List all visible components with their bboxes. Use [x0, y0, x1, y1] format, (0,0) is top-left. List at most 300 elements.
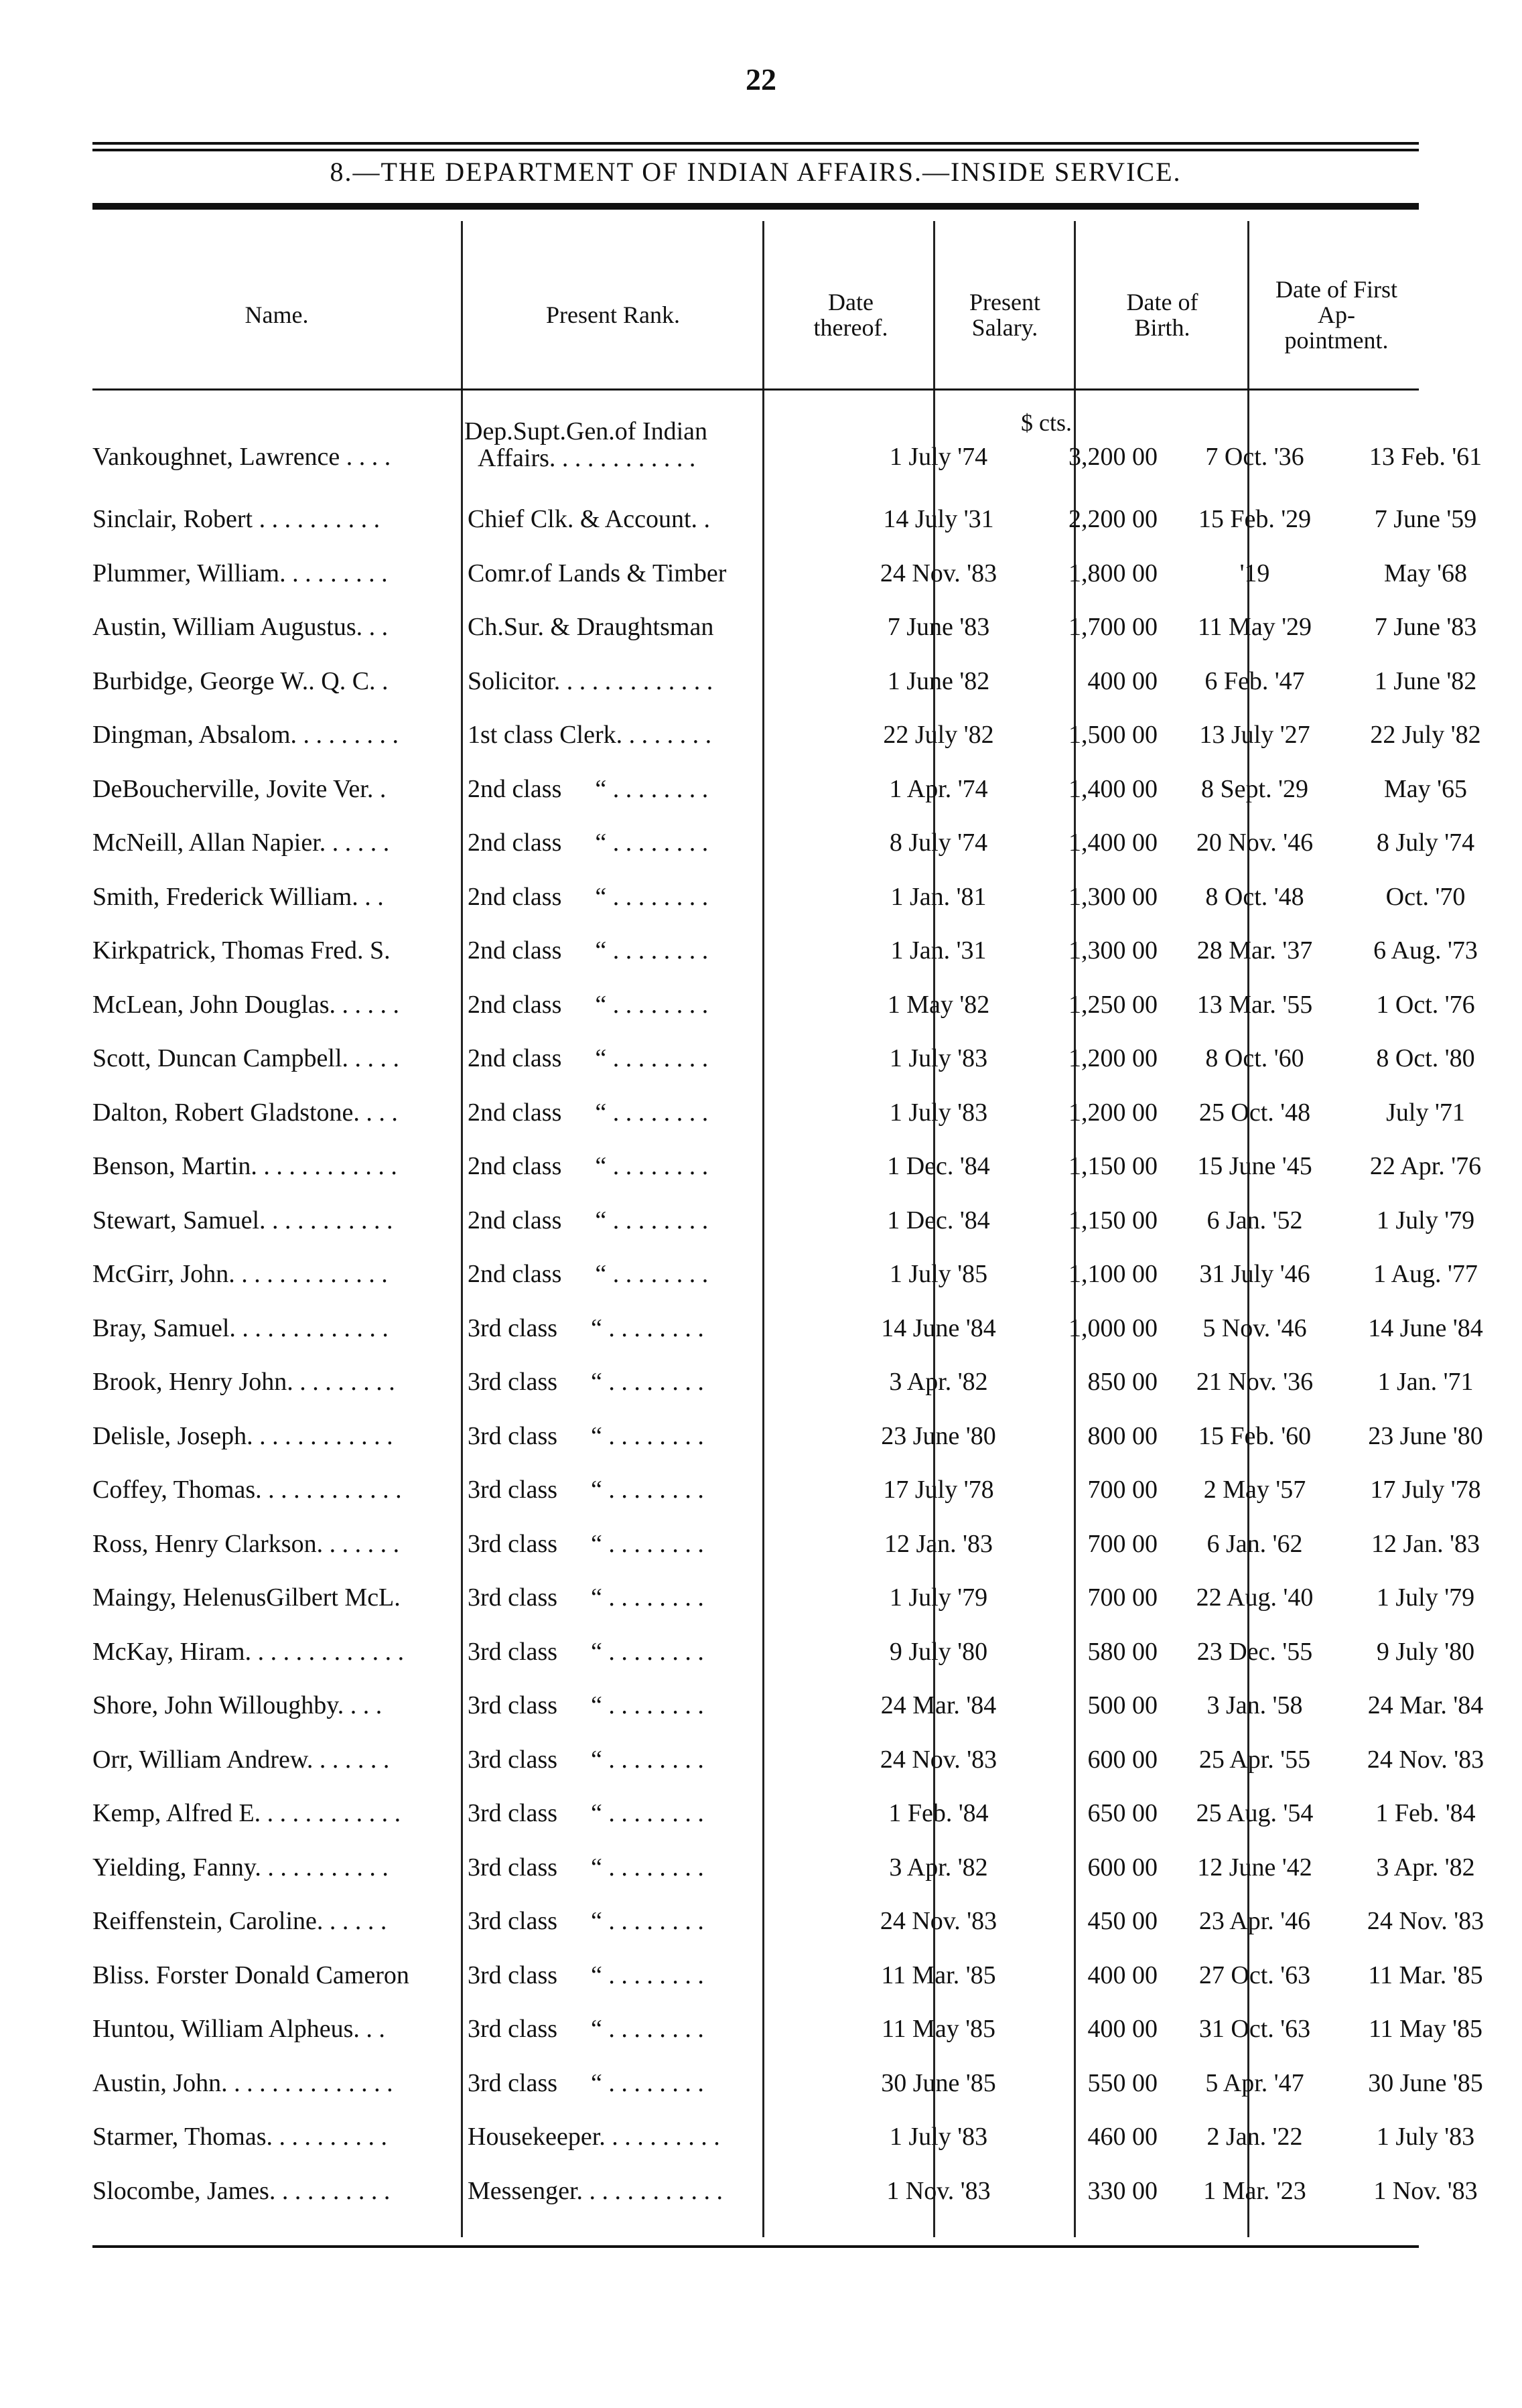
cell-birth: 6 Jan. '52 — [1206, 1206, 1303, 1234]
ditto-mark: “ . . . . . . . . — [591, 1530, 704, 1558]
rank-text: Messenger. . . . . . . . . . . . — [468, 2177, 723, 2205]
cell-salary: 400 00 — [1087, 2015, 1158, 2043]
cell-date: 1 Jan. '81 — [890, 883, 987, 911]
rank-text: 2nd class — [468, 1260, 562, 1288]
cell-date: 1 July '83 — [889, 1044, 988, 1072]
rank-text: Comr.of Lands & Timber — [468, 559, 727, 587]
cell-birth: 2 May '57 — [1203, 1476, 1306, 1504]
cell-salary: 800 00 — [1087, 1422, 1158, 1450]
cell-birth: 21 Nov. '36 — [1196, 1368, 1314, 1396]
cell-first-appointment: 3 Apr. '82 — [1376, 1853, 1475, 1882]
table-row — [92, 654, 1477, 708]
cell-birth: 23 Dec. '55 — [1196, 1638, 1313, 1666]
ditto-mark: “ . . . . . . . . — [595, 1152, 709, 1180]
table-row — [92, 978, 1475, 1032]
cell-first-appointment: 22 July '82 — [1370, 721, 1481, 749]
cell-birth: 22 Aug. '40 — [1196, 1583, 1314, 1612]
cell-name: Plummer, William. . . . . . . . . — [92, 559, 388, 587]
cell-birth: 11 May '29 — [1197, 613, 1312, 641]
rank-text: 3rd class — [468, 1422, 558, 1450]
rank-text: 2nd class — [468, 936, 562, 965]
cell-first-appointment: 1 July '83 — [1376, 2123, 1475, 2151]
cell-rank — [468, 924, 849, 977]
cell-first-appointment: 13 Feb. '61 — [1369, 443, 1482, 471]
ditto-mark: “ . . . . . . . . — [595, 936, 709, 965]
cell-first-appointment: 9 July '80 — [1376, 1638, 1475, 1666]
cell-name: Delisle, Joseph. . . . . . . . . . . . — [92, 1422, 393, 1450]
currency-units: $ cts. — [1021, 409, 1072, 436]
cell-salary: 580 00 — [1087, 1638, 1158, 1666]
cell-birth: 20 Nov. '46 — [1196, 829, 1314, 857]
table-row — [92, 1301, 1483, 1355]
cell-salary: 650 00 — [1087, 1799, 1158, 1827]
ditto-mark: “ . . . . . . . . — [595, 1260, 709, 1288]
cell-birth: 8 Oct. '60 — [1205, 1044, 1304, 1072]
rank-text: 2nd class — [468, 1152, 562, 1180]
cell-name: Reiffenstein, Caroline. . . . . . — [92, 1907, 387, 1935]
cell-date: 23 June '80 — [881, 1422, 996, 1450]
cell-rank — [468, 2110, 849, 2164]
header-name: Name. — [245, 301, 309, 328]
cell-salary: 1,150 00 — [1068, 1206, 1158, 1234]
cell-salary: 400 00 — [1087, 667, 1158, 695]
ditto-mark: “ . . . . . . . . — [591, 1799, 704, 1827]
cell-rank — [468, 1247, 849, 1301]
cell-salary: 330 00 — [1087, 2177, 1158, 2205]
cell-date: 8 July '74 — [889, 829, 988, 857]
ditto-mark: “ . . . . . . . . — [591, 1314, 704, 1342]
bottom-rule — [92, 2245, 1419, 2248]
rank-text: 3rd class — [468, 2069, 558, 2097]
cell-birth: 25 Aug. '54 — [1196, 1799, 1314, 1827]
cell-salary: 600 00 — [1087, 1853, 1158, 1882]
header-rank: Present Rank. — [546, 301, 680, 328]
cell-birth: 6 Feb. '47 — [1204, 667, 1305, 695]
table-row — [92, 2164, 1478, 2218]
header-rule — [92, 388, 1419, 391]
table-row — [92, 547, 1467, 600]
cell-first-appointment: 1 Jan. '71 — [1377, 1368, 1474, 1396]
cell-first-appointment: 1 June '82 — [1374, 667, 1477, 695]
table-row — [92, 600, 1477, 654]
cell-rank — [468, 2164, 849, 2218]
cell-salary: 600 00 — [1087, 1746, 1158, 1774]
cell-rank — [468, 1733, 849, 1786]
ditto-mark: “ . . . . . . . . — [591, 1583, 704, 1612]
cell-rank — [468, 1032, 849, 1085]
cell-first-appointment: 22 Apr. '76 — [1369, 1152, 1482, 1180]
cell-birth: 5 Nov. '46 — [1202, 1314, 1307, 1342]
cell-first-appointment: 14 June '84 — [1368, 1314, 1483, 1342]
table-row — [92, 1949, 1483, 2002]
cell-date: 1 July '85 — [889, 1260, 988, 1288]
cell-salary: 850 00 — [1087, 1368, 1158, 1396]
cell-salary: 1,300 00 — [1068, 883, 1158, 911]
cell-first-appointment: 1 Oct. '76 — [1376, 991, 1475, 1019]
cell-rank — [468, 1355, 849, 1409]
cell-date: 1 July '79 — [889, 1583, 988, 1612]
ditto-mark: “ . . . . . . . . — [591, 1746, 704, 1774]
cell-birth: 25 Apr. '55 — [1198, 1746, 1311, 1774]
cell-name: Scott, Duncan Campbell. . . . . — [92, 1044, 400, 1072]
page-number: 22 — [746, 62, 776, 96]
cell-salary: 1,200 00 — [1068, 1044, 1158, 1072]
ditto-mark: “ . . . . . . . . — [591, 1853, 704, 1882]
cell-date: 11 May '85 — [881, 2015, 996, 2043]
cell-date: 17 July '78 — [883, 1476, 994, 1504]
table-row — [92, 870, 1466, 924]
rank-text: 3rd class — [468, 1314, 558, 1342]
cell-first-appointment: 11 May '85 — [1368, 2015, 1483, 2043]
rank-text: 2nd class — [468, 991, 562, 1019]
cell-salary: 1,800 00 — [1068, 559, 1158, 587]
rank-text: 3rd class — [468, 1530, 558, 1558]
cell-date: 3 Apr. '82 — [889, 1368, 988, 1396]
cell-birth: 23 Apr. '46 — [1198, 1907, 1311, 1935]
cell-rank — [468, 816, 849, 869]
cell-name: McKay, Hiram. . . . . . . . . . . . . — [92, 1638, 405, 1666]
ditto-mark: “ . . . . . . . . — [595, 1099, 709, 1127]
ditto-mark: “ . . . . . . . . — [595, 991, 709, 1019]
cell-salary: 1,300 00 — [1068, 936, 1158, 965]
cell-name: Brook, Henry John. . . . . . . . . — [92, 1368, 395, 1396]
cell-date: 1 Dec. '84 — [887, 1206, 990, 1234]
cell-rank — [468, 1786, 849, 1840]
cell-date: 3 Apr. '82 — [889, 1853, 988, 1882]
cell-first-appointment: 1 Nov. '83 — [1373, 2177, 1478, 2205]
cell-date: 1 Nov. '83 — [886, 2177, 991, 2205]
cell-date: 7 June '83 — [887, 613, 990, 641]
rank-text: 3rd class — [468, 1907, 558, 1935]
table-row — [92, 1247, 1478, 1301]
cell-date: 11 Mar. '85 — [881, 1961, 996, 1989]
table-row — [92, 1894, 1484, 1948]
cell-birth: 12 June '42 — [1197, 1853, 1312, 1882]
cell-first-appointment: May '65 — [1383, 775, 1467, 803]
cell-rank — [468, 2002, 849, 2056]
cell-name: McNeill, Allan Napier. . . . . . — [92, 829, 390, 857]
cell-rank — [468, 1194, 849, 1247]
cell-birth: 25 Oct. '48 — [1198, 1099, 1311, 1127]
ditto-mark: “ . . . . . . . . — [595, 775, 709, 803]
table-row — [92, 924, 1478, 977]
rank-text: 2nd class — [468, 829, 562, 857]
table-row — [92, 1786, 1476, 1840]
cell-rank — [468, 1517, 849, 1571]
cell-rank — [468, 1625, 849, 1679]
ditto-mark: “ . . . . . . . . — [591, 1638, 704, 1666]
cell-first-appointment: 24 Nov. '83 — [1367, 1907, 1484, 1935]
rank-text: 2nd class — [468, 1206, 562, 1234]
cell-salary: 700 00 — [1087, 1476, 1158, 1504]
cell-name: Smith, Frederick William. . . — [92, 883, 384, 911]
cell-salary: 460 00 — [1087, 2123, 1158, 2151]
cell-salary: 1,000 00 — [1068, 1314, 1158, 1342]
cell-name: Orr, William Andrew. . . . . . . — [92, 1746, 390, 1774]
rank-text: 3rd class — [468, 1746, 558, 1774]
cell-date: 1 May '82 — [887, 991, 990, 1019]
cell-first-appointment: Oct. '70 — [1385, 883, 1466, 911]
cell-birth: 8 Sept. '29 — [1201, 775, 1308, 803]
cell-name: Starmer, Thomas. . . . . . . . . . — [92, 2123, 388, 2151]
table-row — [92, 1625, 1475, 1679]
cell-rank — [468, 654, 849, 708]
cell-salary: 1,700 00 — [1068, 613, 1158, 641]
cell-birth: 27 Oct. '63 — [1198, 1961, 1311, 1989]
table-row — [92, 2002, 1483, 2056]
cell-salary: 1,200 00 — [1068, 1099, 1158, 1127]
cell-first-appointment: 23 June '80 — [1368, 1422, 1483, 1450]
cell-name: Benson, Martin. . . . . . . . . . . . — [92, 1152, 397, 1180]
cell-birth: '19 — [1239, 559, 1270, 587]
rank-text: 3rd class — [468, 1583, 558, 1612]
table-row — [92, 2110, 1475, 2164]
cell-rank — [468, 1409, 849, 1463]
rank-text: 2nd class — [468, 1044, 562, 1072]
cell-birth: 15 June '45 — [1197, 1152, 1312, 1180]
rank-text: 3rd class — [468, 1799, 558, 1827]
cell-rank — [468, 1841, 849, 1894]
ditto-mark: “ . . . . . . . . — [591, 1907, 704, 1935]
cell-name: Dalton, Robert Gladstone. . . . — [92, 1099, 398, 1127]
cell-date: 24 Nov. '83 — [880, 1907, 997, 1935]
cell-first-appointment: 24 Nov. '83 — [1367, 1746, 1484, 1774]
top-rule-second — [92, 149, 1419, 151]
cell-rank — [468, 1894, 849, 1948]
cell-date: 1 June '82 — [887, 667, 990, 695]
table-row — [92, 1679, 1484, 1732]
cell-name: Dingman, Absalom. . . . . . . . . — [92, 721, 399, 749]
table-row — [92, 1355, 1474, 1409]
table-row — [92, 1733, 1484, 1786]
cell-salary: 550 00 — [1087, 2069, 1158, 2097]
cell-name: Slocombe, James. . . . . . . . . . — [92, 2177, 391, 2205]
table-row — [92, 762, 1467, 816]
cell-salary: 1,150 00 — [1068, 1152, 1158, 1180]
cell-date: 1 July '83 — [889, 1099, 988, 1127]
cell-birth: 13 July '27 — [1199, 721, 1310, 749]
table-row — [92, 1841, 1475, 1894]
rank-text: Housekeeper. . . . . . . . . . — [468, 2123, 720, 2151]
cell-name: Kirkpatrick, Thomas Fred. S. — [92, 936, 391, 965]
cell-birth: 6 Jan. '62 — [1206, 1530, 1303, 1558]
ditto-mark: “ . . . . . . . . — [591, 1691, 704, 1719]
cell-name: Kemp, Alfred E. . . . . . . . . . . . — [92, 1799, 401, 1827]
cell-salary: 1,500 00 — [1068, 721, 1158, 749]
cell-name: Maingy, HelenusGilbert McL. — [92, 1583, 401, 1612]
cell-salary: 700 00 — [1087, 1530, 1158, 1558]
table-row — [92, 708, 1481, 762]
ditto-mark: “ . . . . . . . . — [591, 1476, 704, 1504]
cell-first-appointment: July '71 — [1386, 1099, 1465, 1127]
cell-first-appointment: 1 Feb. '84 — [1375, 1799, 1476, 1827]
rank-text: 2nd class — [468, 1099, 562, 1127]
ditto-mark: “ . . . . . . . . — [591, 1422, 704, 1450]
top-rule — [92, 142, 1419, 145]
ditto-mark: “ . . . . . . . . — [595, 829, 709, 857]
cell-salary: 1,400 00 — [1068, 775, 1158, 803]
cell-birth: 3 Jan. '58 — [1206, 1691, 1303, 1719]
cell-name: Huntou, William Alpheus. . . — [92, 2015, 385, 2043]
cell-first-appointment: 30 June '85 — [1368, 2069, 1483, 2097]
cell-date: 1 Apr. '74 — [889, 775, 988, 803]
cell-rank — [468, 870, 849, 924]
cell-rank — [468, 1086, 849, 1139]
header-first-appointment: Date of First Ap- pointment. — [1275, 276, 1397, 354]
cell-first-appointment: 11 Mar. '85 — [1368, 1961, 1483, 1989]
rank-text: 3rd class — [468, 2015, 558, 2043]
header-birth: Date of Birth. — [1126, 289, 1198, 341]
cell-name: Stewart, Samuel. . . . . . . . . . . — [92, 1206, 393, 1234]
ditto-mark: “ . . . . . . . . — [591, 2069, 704, 2097]
cell-birth: 5 Apr. '47 — [1205, 2069, 1304, 2097]
cell-first-appointment: 1 July '79 — [1376, 1206, 1475, 1234]
cell-birth: 7 Oct. '36 — [1205, 443, 1304, 471]
cell-date: 14 June '84 — [881, 1314, 996, 1342]
cell-date: 24 Mar. '84 — [880, 1691, 997, 1719]
cell-birth: 13 Mar. '55 — [1196, 991, 1313, 1019]
cell-birth: 1 Mar. '23 — [1203, 2177, 1306, 2205]
cell-name: Coffey, Thomas. . . . . . . . . . . . — [92, 1476, 402, 1504]
cell-name: Austin, William Augustus. . . — [92, 613, 389, 641]
cell-salary: 1,100 00 — [1068, 1260, 1158, 1288]
cell-rank — [468, 1301, 849, 1355]
rank-text: 3rd class — [468, 1691, 558, 1719]
cell-first-appointment: 7 June '83 — [1374, 613, 1477, 641]
rank-text: 1st class Clerk. . . . . . . . — [468, 721, 712, 749]
section-title: 8.—THE DEPARTMENT OF INDIAN AFFAIRS.—INSIDE SERVICE. — [330, 157, 1182, 187]
cell-birth: 31 July '46 — [1199, 1260, 1310, 1288]
rank-text: Ch.Sur. & Draughtsman — [468, 613, 714, 641]
cell-birth: 31 Oct. '63 — [1198, 2015, 1311, 2043]
cell-salary: 700 00 — [1087, 1583, 1158, 1612]
cell-date: 9 July '80 — [889, 1638, 988, 1666]
header-date-thereof: Date thereof. — [813, 289, 888, 341]
cell-birth: 15 Feb. '60 — [1198, 1422, 1312, 1450]
cell-date: 14 July '31 — [883, 505, 994, 533]
cell-name: Bray, Samuel. . . . . . . . . . . . . — [92, 1314, 389, 1342]
table-row — [92, 1086, 1465, 1139]
ditto-mark: “ . . . . . . . . — [595, 1044, 709, 1072]
rank-text: 2nd class — [468, 775, 562, 803]
cell-name: DeBoucherville, Jovite Ver. . — [92, 775, 387, 803]
cell-rank — [468, 1949, 849, 2002]
cell-birth: 28 Mar. '37 — [1196, 936, 1313, 965]
cell-first-appointment: 6 Aug. '73 — [1373, 936, 1478, 965]
cell-rank — [468, 1139, 849, 1193]
cell-name: Shore, John Willoughby. . . . — [92, 1691, 383, 1719]
cell-name: Ross, Henry Clarkson. . . . . . . — [92, 1530, 400, 1558]
cell-name: Yielding, Fanny. . . . . . . . . . . — [92, 1853, 389, 1882]
cell-first-appointment: 7 June '59 — [1374, 505, 1477, 533]
table-row — [92, 1409, 1483, 1463]
cell-first-appointment: 1 Aug. '77 — [1373, 1260, 1478, 1288]
cell-salary: 1,400 00 — [1068, 829, 1158, 857]
cell-date: 24 Nov. '83 — [880, 559, 997, 587]
thick-rule — [92, 203, 1419, 210]
ditto-mark: “ . . . . . . . . — [595, 1206, 709, 1234]
cell-rank — [468, 1679, 849, 1732]
table-row — [92, 2056, 1483, 2110]
table-row — [92, 409, 1482, 476]
rank-text: 3rd class — [468, 1853, 558, 1882]
cell-first-appointment: 12 Jan. '83 — [1371, 1530, 1480, 1558]
ditto-mark: “ . . . . . . . . — [595, 883, 709, 911]
cell-name: McLean, John Douglas. . . . . . — [92, 991, 400, 1019]
cell-rank — [468, 600, 849, 654]
cell-date: 1 Dec. '84 — [887, 1152, 990, 1180]
rank-line: Affairs. . . . . . . . . . . . — [478, 444, 696, 472]
cell-salary: 450 00 — [1087, 1907, 1158, 1935]
cell-date: 1 Feb. '84 — [888, 1799, 989, 1827]
cell-rank — [468, 2056, 849, 2110]
cell-rank — [468, 547, 849, 600]
rank-text: 3rd class — [468, 1476, 558, 1504]
table-row — [92, 1463, 1481, 1516]
cell-first-appointment: 17 July '78 — [1370, 1476, 1481, 1504]
rank-text: 2nd class — [468, 883, 562, 911]
cell-rank — [464, 409, 846, 476]
table-row — [92, 1139, 1482, 1193]
cell-date: 24 Nov. '83 — [880, 1746, 997, 1774]
cell-rank — [468, 762, 849, 816]
cell-name: Sinclair, Robert . . . . . . . . . . — [92, 505, 380, 533]
cell-salary: 500 00 — [1087, 1691, 1158, 1719]
cell-salary: 2,200 00 — [1068, 505, 1158, 533]
cell-birth: 8 Oct. '48 — [1205, 883, 1304, 911]
cell-date: 1 July '83 — [889, 2123, 988, 2151]
cell-rank — [468, 1463, 849, 1516]
rank-text: Solicitor. . . . . . . . . . . . . — [468, 667, 713, 695]
rank-text: 3rd class — [468, 1961, 558, 1989]
cell-salary: 1,250 00 — [1068, 991, 1158, 1019]
cell-date: 1 July '74 — [889, 443, 988, 471]
rank-text: 3rd class — [468, 1368, 558, 1396]
cell-date: 12 Jan. '83 — [884, 1530, 993, 1558]
table-row — [92, 1032, 1475, 1085]
cell-rank — [468, 978, 849, 1032]
cell-rank — [468, 1571, 849, 1624]
cell-first-appointment: 8 July '74 — [1376, 829, 1475, 857]
cell-first-appointment: 24 Mar. '84 — [1367, 1691, 1484, 1719]
header-salary: Present Salary. — [969, 289, 1040, 341]
cell-salary: 3,200 00 — [1068, 443, 1158, 471]
cell-first-appointment: 8 Oct. '80 — [1376, 1044, 1475, 1072]
cell-first-appointment: May '68 — [1383, 559, 1467, 587]
cell-first-appointment: 1 July '79 — [1376, 1583, 1475, 1612]
ditto-mark: “ . . . . . . . . — [591, 1961, 704, 1989]
cell-birth: 2 Jan. '22 — [1206, 2123, 1303, 2151]
cell-date: 22 July '82 — [883, 721, 994, 749]
cell-rank — [468, 708, 849, 762]
cell-date: 1 Jan. '31 — [890, 936, 987, 965]
rank-text: 3rd class — [468, 1638, 558, 1666]
table-row — [92, 492, 1477, 546]
table-row — [92, 1571, 1475, 1624]
cell-name: Vankoughnet, Lawrence . . . . — [92, 443, 391, 471]
ditto-mark: “ . . . . . . . . — [591, 1368, 704, 1396]
rank-text: Chief Clk. & Account. . — [468, 505, 711, 533]
cell-name: Austin, John. . . . . . . . . . . . . . — [92, 2069, 393, 2097]
cell-rank — [468, 492, 849, 546]
table-row — [92, 1517, 1480, 1571]
cell-salary: 400 00 — [1087, 1961, 1158, 1989]
table-row — [92, 1194, 1475, 1247]
cell-birth: 15 Feb. '29 — [1198, 505, 1312, 533]
cell-name: Bliss. Forster Donald Cameron — [92, 1961, 409, 1989]
cell-name: Burbidge, George W.. Q. C. . — [92, 667, 389, 695]
cell-name: McGirr, John. . . . . . . . . . . . . — [92, 1260, 388, 1288]
